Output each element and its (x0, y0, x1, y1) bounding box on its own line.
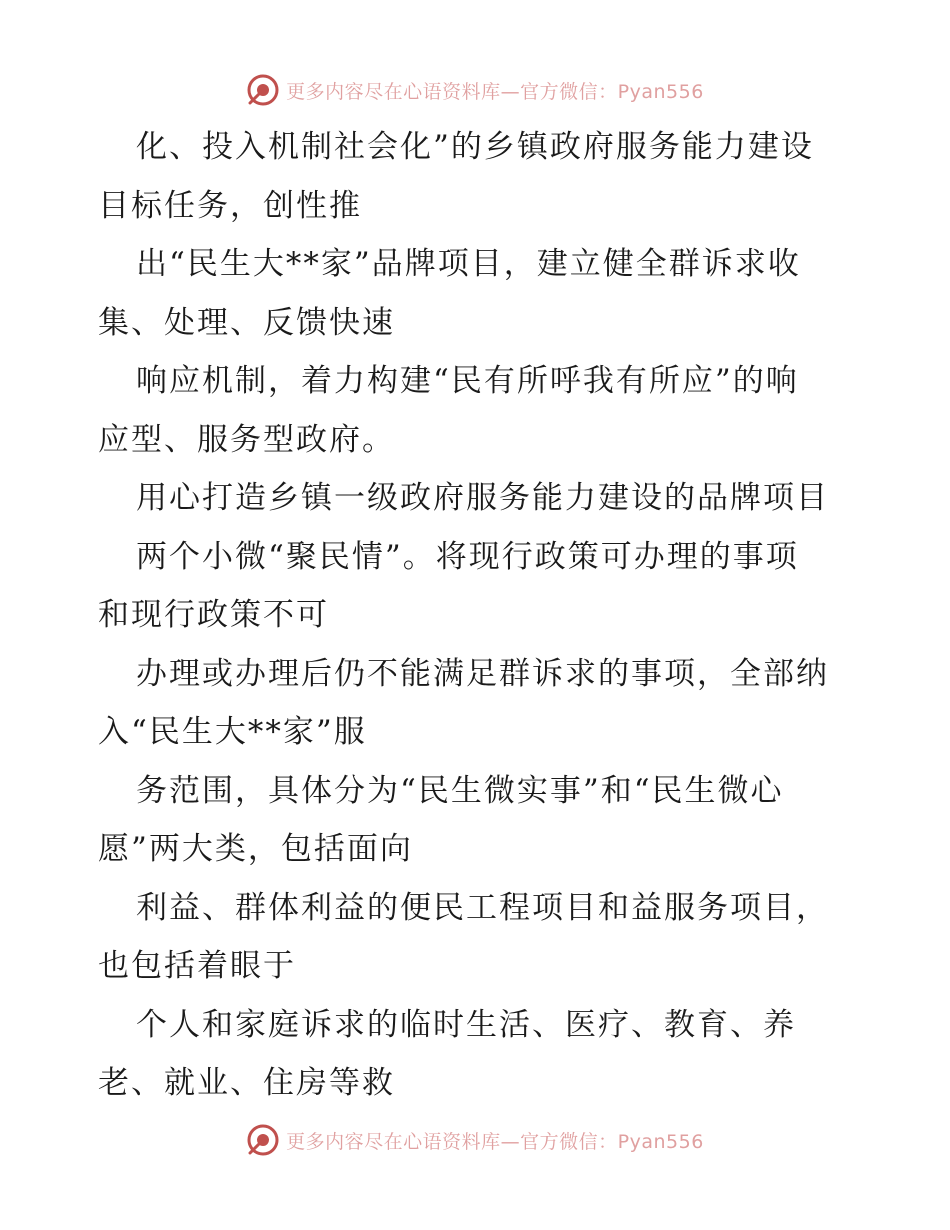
header-banner (0, 72, 950, 108)
text-line: 两个小微“聚民情”。将现行政策可办理的事项 (136, 538, 799, 575)
text-line: 和现行政策不可 (98, 597, 329, 633)
text-line: 也包括着眼于 (98, 948, 296, 984)
text-line: 用心打造乡镇一级政府服务能力建设的品牌项目 (136, 480, 829, 516)
text-line: 老、就业、住房等救 (98, 1065, 395, 1101)
text-line: 响应机制，着力构建“民有所呼我有所应”的响 (136, 363, 799, 399)
text-line: 出“民生大**家”品牌项目，建立健全群诉求收 (136, 246, 801, 282)
header-text: 更多内容尽在心语资料库—官方微信：Pyan556 (286, 80, 704, 103)
text-line: 个人和家庭诉求的临时生活、医疗、教育、养 (136, 1006, 796, 1043)
text-line: 务范围，具体分为“民生微实事”和“民生微心 (136, 772, 784, 809)
footer-banner (0, 1122, 950, 1158)
text-line: 愿”两大类，包括面向 (98, 831, 413, 867)
logo-icon (246, 1123, 280, 1157)
text-line: 集、处理、反馈快速 (98, 304, 395, 341)
text-line: 化、投入机制社会化”的乡镇政府服务能力建设 (136, 129, 814, 165)
document-body (98, 118, 858, 1113)
text-line: 应型、服务型政府。 (98, 421, 395, 458)
text-line: 入“民生大**家”服 (98, 714, 367, 750)
logo-icon (246, 73, 280, 107)
text-line: 利益、群体利益的便民工程项目和益服务项目， (136, 889, 829, 926)
text-line: 办理或办理后仍不能满足群诉求的事项，全部纳 (136, 655, 829, 692)
text-line: 目标任务，创性推 (98, 187, 362, 224)
footer-text: 更多内容尽在心语资料库—官方微信：Pyan556 (286, 1130, 704, 1153)
